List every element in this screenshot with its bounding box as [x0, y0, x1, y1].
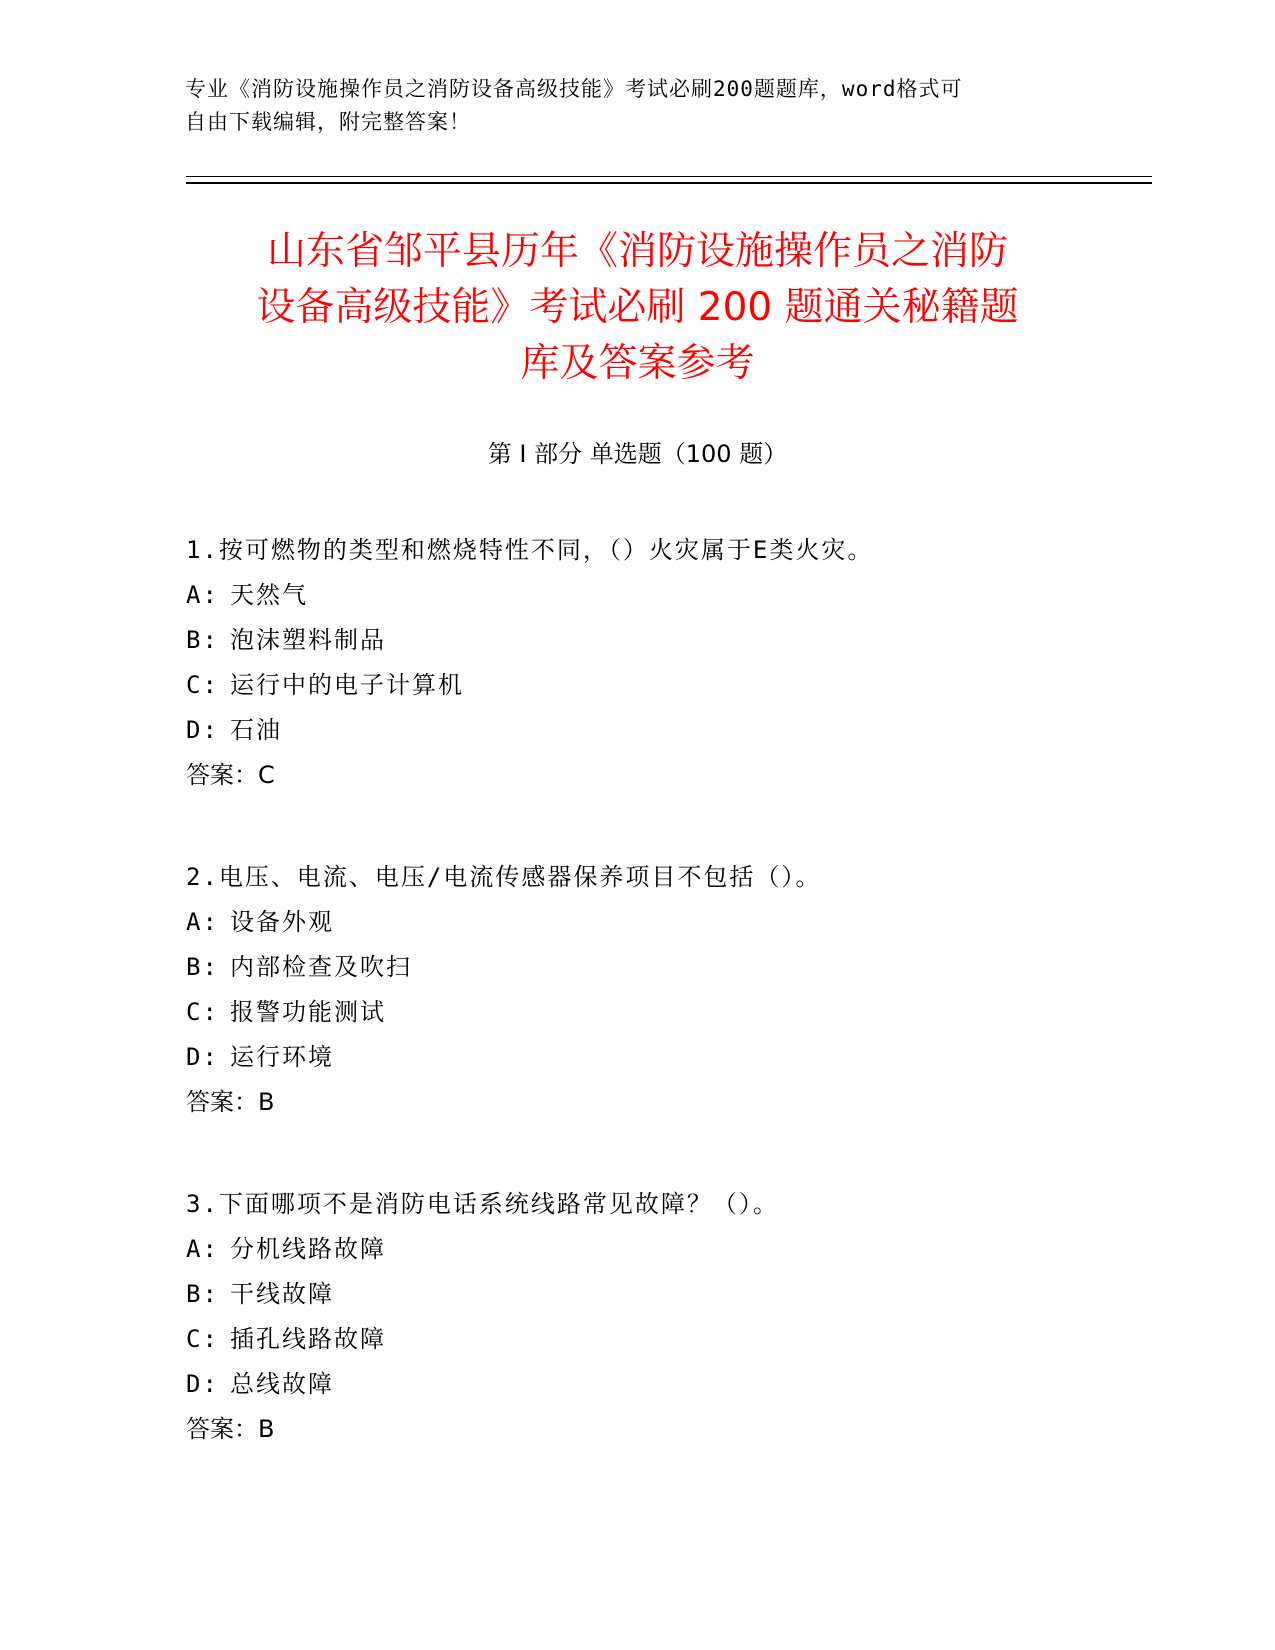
question-list [186, 528, 1126, 1509]
option-a [186, 900, 1126, 945]
question-item [186, 1182, 1126, 1452]
question-stem: 1.按可燃物的类型和燃烧特性不同，（）火灾属于E类火灾。 [186, 536, 874, 564]
option-text: 运行环境 [230, 1043, 334, 1071]
option-letter: C: [186, 671, 219, 699]
option-a [186, 1227, 1126, 1272]
answer-line: 答案：C [186, 761, 275, 789]
option-text: 泡沫塑料制品 [230, 626, 386, 654]
option-text: 报警功能测试 [230, 998, 386, 1026]
option-c [186, 1317, 1126, 1362]
title-line-3: 库及答案参考 [520, 341, 755, 386]
option-letter: B: [186, 1280, 219, 1308]
option-letter: D: [186, 1043, 219, 1071]
option-text: 内部检查及吹扫 [230, 953, 412, 981]
option-d [186, 708, 1126, 753]
header-note [185, 73, 1065, 139]
question-stem: 3.下面哪项不是消防电话系统线路常见故障？（）。 [186, 1190, 779, 1218]
option-text: 分机线路故障 [230, 1235, 386, 1263]
option-letter: A: [186, 581, 219, 609]
option-text: 运行中的电子计算机 [230, 671, 464, 699]
option-d [186, 1362, 1126, 1407]
header-divider-thin [186, 176, 1152, 177]
answer-line: 答案：B [186, 1088, 275, 1116]
option-text: 天然气 [230, 581, 308, 609]
header-note-line-2: 自由下载编辑，附完整答案！ [185, 110, 471, 134]
title-line-2: 设备高级技能》考试必刷 200 题通关秘籍题 [256, 285, 1019, 330]
option-text: 插孔线路故障 [230, 1325, 386, 1353]
option-text: 石油 [230, 716, 282, 744]
option-letter: C: [186, 1325, 219, 1353]
option-a [186, 573, 1126, 618]
document-title [180, 224, 1095, 392]
answer-line: 答案：B [186, 1415, 275, 1443]
question-item [186, 528, 1126, 798]
option-text: 总线故障 [230, 1370, 334, 1398]
option-text: 设备外观 [230, 908, 334, 936]
option-c [186, 990, 1126, 1035]
header-note-line-1: 专业《消防设施操作员之消防设备高级技能》考试必刷200题题库，word格式可 [185, 77, 963, 101]
option-d [186, 1035, 1126, 1080]
option-text: 干线故障 [230, 1280, 334, 1308]
option-letter: C: [186, 998, 219, 1026]
option-letter: B: [186, 953, 219, 981]
question-item [186, 855, 1126, 1125]
option-letter: B: [186, 626, 219, 654]
option-letter: D: [186, 1370, 219, 1398]
option-letter: A: [186, 1235, 219, 1263]
option-b [186, 1272, 1126, 1317]
option-letter: D: [186, 716, 219, 744]
option-c [186, 663, 1126, 708]
option-letter: A: [186, 908, 219, 936]
option-b [186, 618, 1126, 663]
title-line-1: 山东省邹平县历年《消防设施操作员之消防 [266, 229, 1008, 274]
section-heading: 第 I 部分 单选题（100 题） [487, 440, 788, 468]
question-stem: 2.电压、电流、电压/电流传感器保养项目不包括（）。 [186, 863, 822, 891]
option-b [186, 945, 1126, 990]
header-divider-thick [186, 182, 1152, 184]
